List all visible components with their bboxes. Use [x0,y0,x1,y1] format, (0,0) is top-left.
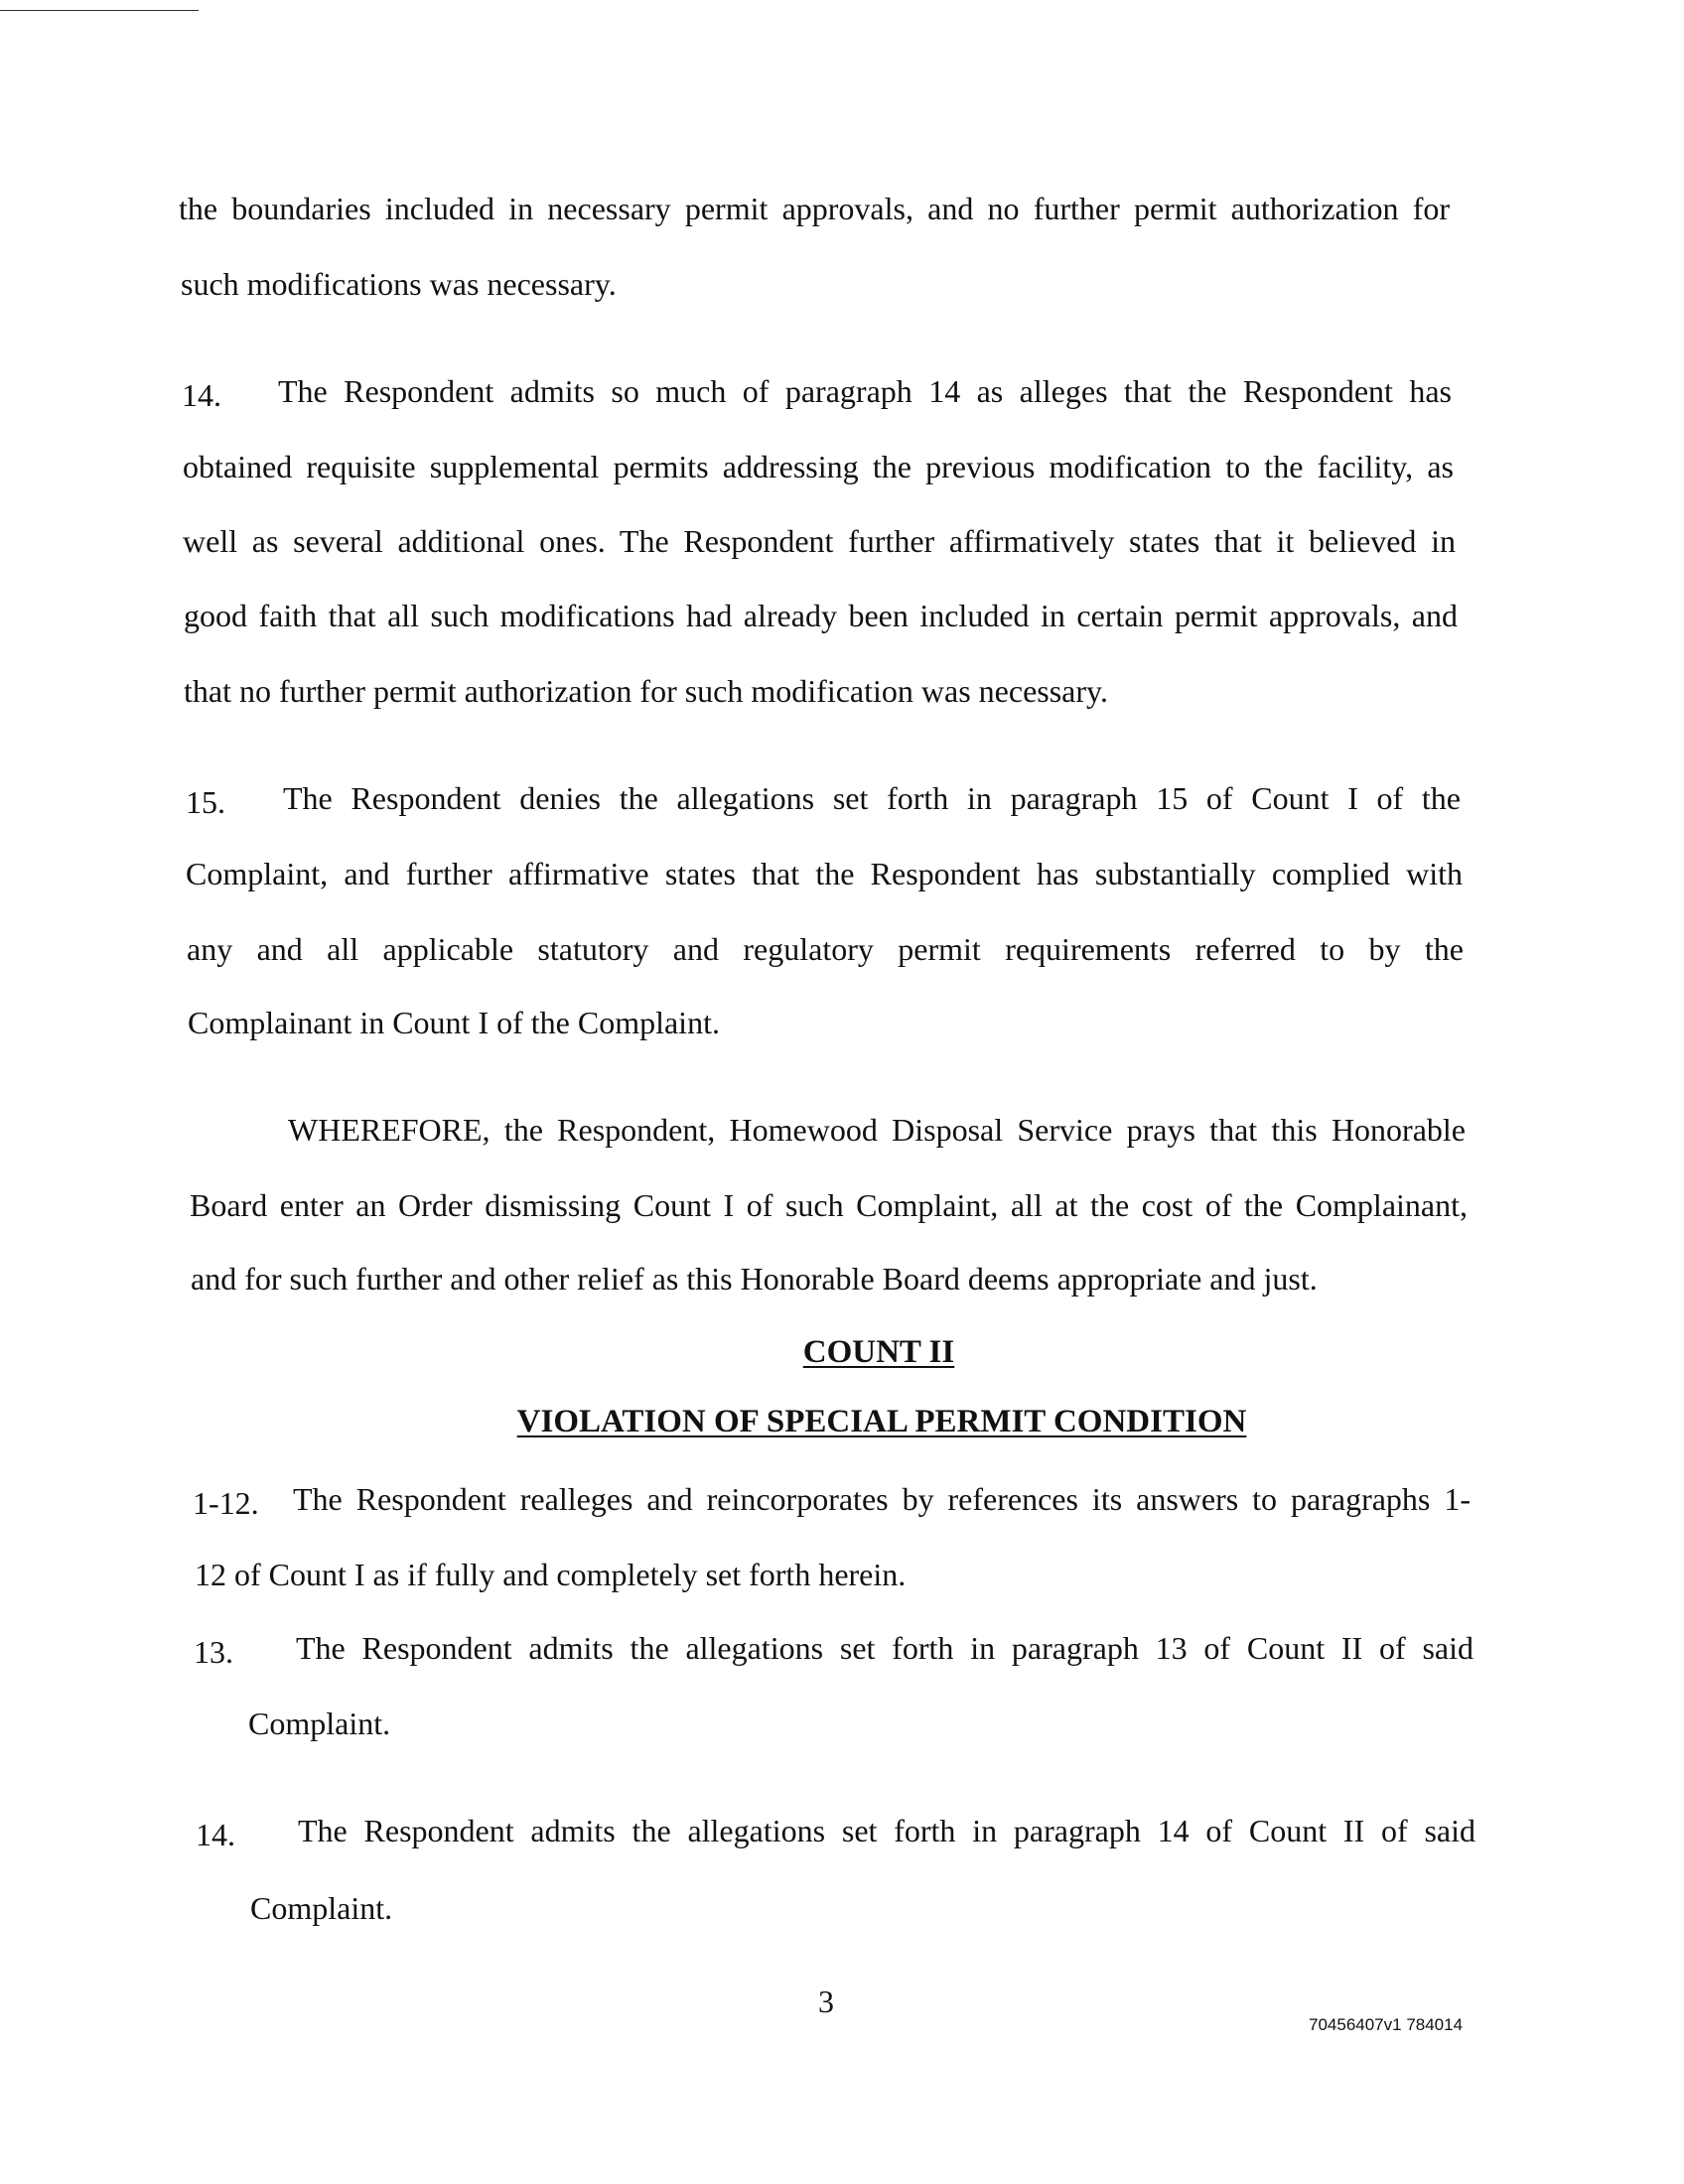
count-2-subheading: VIOLATION OF SPECIAL PERMIT CONDITION [516,1404,1247,1439]
page-number: 3 [818,1983,834,2019]
carryover-line-2: such modifications was necessary. [181,266,617,302]
count-2-paragraph-14-number: 14. [196,1817,235,1852]
count-2-paragraph-1-12-number: 1-12. [193,1485,259,1521]
paragraph-14-line-3: well as several additional ones. The Respondent further affirmatively states that it believed in [183,523,1456,559]
wherefore-line-2: Board enter an Order dismissing Count I of such Complaint, all at the cost of the Complainant, [190,1187,1468,1223]
scan-artifact-line [0,10,199,11]
count-2-paragraph-1-12-line-1: The Respondent realleges and reincorporates by references its answers to paragraphs 1- [293,1481,1471,1517]
document-id: 70456407v1 784014 [1309,2015,1464,2034]
paragraph-15-line-1: The Respondent denies the allegations set forth in paragraph 15 of Count I of the [283,780,1461,816]
paragraph-15-line-4: Complainant in Count I of the Complaint. [188,1005,720,1040]
paragraph-14-line-5: that no further permit authorization for such modification was necessary. [184,673,1108,709]
paragraph-15-line-2: Complaint, and further affirmative states that the Respondent has substantially complied with [186,856,1463,891]
carryover-line-1: the boundaries included in necessary permit approvals, and no further permit authorization for [179,191,1450,226]
paragraph-14-line-1: The Respondent admits so much of paragraph 14 as alleges that the Respondent has [278,373,1452,409]
paragraph-15-number: 15. [186,784,225,820]
count-2-paragraph-13-number: 13. [194,1634,233,1670]
count-2-paragraph-13-line-1: The Respondent admits the allegations set forth in paragraph 13 of Count II of said [296,1630,1474,1666]
paragraph-14-number: 14. [182,377,221,413]
count-2-paragraph-13-line-2: Complaint. [248,1706,391,1741]
count-2-paragraph-14-line-1: The Respondent admits the allegations set forth in paragraph 14 of Count II of said [298,1813,1475,1848]
count-2-heading: COUNT II [802,1334,955,1370]
count-2-paragraph-14-line-2: Complaint. [250,1890,393,1926]
paragraph-15-line-3: any and all applicable statutory and regulatory permit requirements referred to by the [187,931,1464,967]
paragraph-14-line-2: obtained requisite supplemental permits addressing the previous modification to the facility, as [183,449,1454,484]
wherefore-line-1: WHEREFORE, the Respondent, Homewood Disposal Service prays that this Honorable [288,1112,1466,1148]
count-2-paragraph-1-12-line-2: 12 of Count I as if fully and completely set forth herein. [195,1557,907,1592]
paragraph-14-line-4: good faith that all such modifications had already been included in certain permit approvals, and [184,598,1458,633]
wherefore-line-3: and for such further and other relief as this Honorable Board deems appropriate and just. [191,1261,1318,1297]
